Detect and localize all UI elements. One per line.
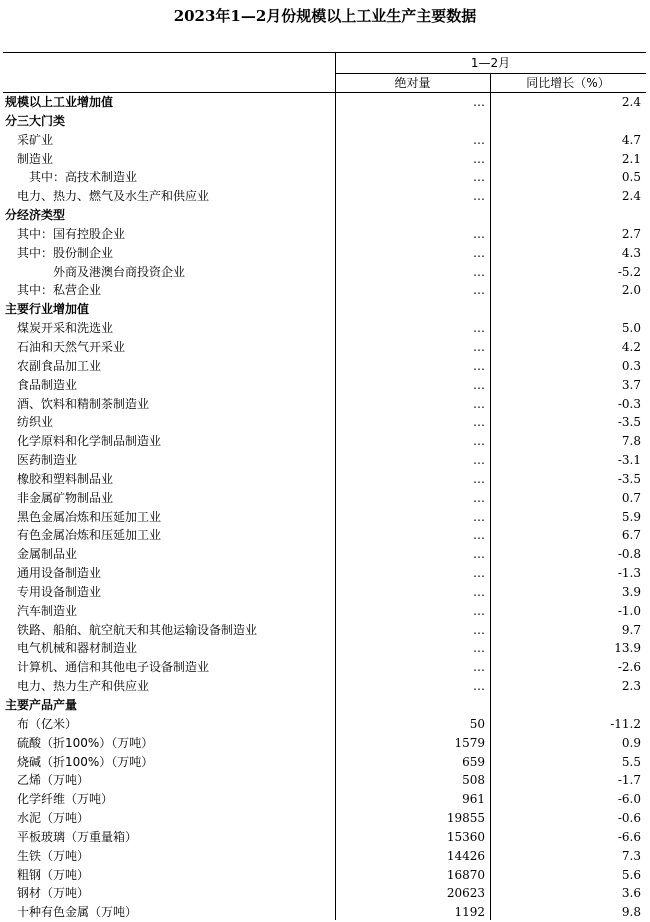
row-label: 医药制造业: [17, 453, 78, 468]
row-absolute-value: 961: [462, 792, 485, 807]
row-yoy-value: -0.8: [617, 547, 641, 562]
row-label: 电力、热力、燃气及水生产和供应业: [17, 189, 210, 204]
row-label: 硫酸（折100%）（万吨）: [17, 735, 154, 750]
row-label: 十种有色金属（万吨）: [17, 905, 138, 920]
row-label: 布（亿米）: [17, 716, 78, 731]
table-body: [3, 93, 646, 922]
table-row: [3, 677, 646, 696]
row-label: 制造业: [17, 151, 54, 166]
row-label: 钢材（万吨）: [17, 886, 90, 901]
row-absolute-value: …: [473, 679, 485, 694]
table-row: [3, 621, 646, 640]
row-yoy-value: 2.1: [621, 151, 641, 166]
row-yoy-value: -0.3: [617, 396, 641, 411]
row-yoy-value: 4.2: [621, 339, 641, 354]
section-row: [3, 112, 646, 131]
row-label: 规模以上工业增加值: [5, 95, 114, 109]
header-yoy: 同比增长（%）: [526, 76, 610, 90]
header-period: 1—2月: [470, 56, 511, 70]
row-yoy-value: -0.6: [617, 811, 641, 826]
table-row: [3, 828, 646, 847]
row-absolute-value: …: [473, 132, 485, 147]
row-absolute-value: …: [473, 528, 485, 543]
row-label: 计算机、通信和其他电子设备制造业: [17, 660, 210, 675]
page-title: 2023年1—2月份规模以上工业生产主要数据: [173, 7, 477, 25]
row-label: 乙烯（万吨）: [17, 773, 90, 788]
row-yoy-value: 5.9: [621, 509, 641, 524]
row-yoy-value: -6.0: [617, 792, 641, 807]
table-row: [3, 413, 646, 432]
table-row: [3, 564, 646, 583]
row-label: 粗钢（万吨）: [17, 867, 90, 882]
table-row: [3, 602, 646, 621]
row-label: 电力、热力生产和供应业: [17, 679, 150, 694]
row-absolute-value: …: [473, 584, 485, 599]
row-yoy-value: -3.1: [617, 453, 641, 468]
row-yoy-value: -2.6: [617, 660, 641, 675]
row-absolute-value: 16870: [446, 867, 485, 882]
row-absolute-value: 14426: [446, 848, 485, 863]
row-label: 分三大门类: [5, 113, 66, 128]
table-row: [3, 526, 646, 545]
row-yoy-value: 0.9: [621, 735, 641, 750]
row-label: 生铁（万吨）: [17, 848, 90, 863]
row-label: 通用设备制造业: [17, 566, 102, 581]
table-row: [3, 545, 646, 564]
row-label: 其中：股份制企业: [17, 245, 114, 260]
table-row: [3, 357, 646, 376]
row-yoy-value: -3.5: [617, 415, 641, 430]
row-yoy-value: 3.6: [621, 886, 641, 901]
table-row: [3, 338, 646, 357]
table-row: [3, 489, 646, 508]
section-row: [3, 206, 646, 225]
row-yoy-value: 0.5: [621, 170, 641, 185]
row-yoy-value: 13.9: [614, 641, 641, 656]
row-absolute-value: …: [473, 660, 485, 675]
row-yoy-value: -5.2: [617, 264, 641, 279]
table-row: [3, 847, 646, 866]
row-absolute-value: …: [473, 547, 485, 562]
row-absolute-value: …: [473, 95, 485, 109]
row-label: 外商及港澳台商投资企业: [53, 264, 186, 279]
table-row: [3, 432, 646, 451]
row-label: 主要行业增加值: [5, 302, 90, 317]
row-yoy-value: 2.4: [621, 189, 641, 204]
row-label: 有色金属冶炼和压延加工业: [17, 528, 162, 543]
row-absolute-value: …: [473, 283, 485, 298]
table-row: [3, 639, 646, 658]
row-absolute-value: 19855: [446, 811, 485, 826]
row-absolute-value: …: [473, 415, 485, 430]
table-row: [3, 734, 646, 753]
row-absolute-value: …: [473, 490, 485, 505]
table-row: [3, 263, 646, 282]
table-row: [3, 470, 646, 489]
row-yoy-value: 4.7: [621, 132, 641, 147]
row-absolute-value: …: [473, 151, 485, 166]
table-row: [3, 395, 646, 414]
row-yoy-value: 5.0: [621, 321, 641, 336]
table-row: [3, 884, 646, 903]
row-yoy-value: -1.3: [617, 566, 641, 581]
row-yoy-value: 0.3: [621, 358, 641, 373]
row-yoy-value: -6.6: [617, 829, 641, 844]
row-label: 煤炭开采和洗选业: [17, 321, 114, 336]
row-yoy-value: 5.5: [621, 754, 641, 769]
row-label: 采矿业: [17, 132, 54, 147]
row-label: 铁路、船舶、航空航天和其他运输设备制造业: [17, 622, 258, 637]
row-label: 纺织业: [17, 415, 54, 430]
table-row: [3, 168, 646, 187]
table-row: [3, 583, 646, 602]
row-absolute-value: …: [473, 321, 485, 336]
row-yoy-value: 3.7: [621, 377, 641, 392]
row-label: 金属制品业: [17, 547, 78, 562]
row-yoy-value: 9.8: [621, 905, 641, 920]
row-label: 化学原料和化学制品制造业: [17, 434, 162, 449]
table-row: [3, 903, 646, 922]
row-absolute-value: 1192: [454, 905, 485, 920]
row-label: 主要产品产量: [5, 698, 78, 712]
row-yoy-value: 2.3: [621, 679, 641, 694]
row-label: 电气机械和器材制造业: [17, 641, 138, 656]
header-absolute: 绝对量: [394, 76, 431, 90]
table-row: [3, 319, 646, 338]
row-absolute-value: …: [473, 434, 485, 449]
table-row: [3, 753, 646, 772]
section-row: [3, 93, 646, 112]
section-row: [3, 300, 646, 319]
row-label: 黑色金属冶炼和压延加工业: [17, 509, 162, 524]
row-absolute-value: …: [473, 358, 485, 373]
table-row: [3, 866, 646, 885]
row-yoy-value: 7.8: [621, 434, 641, 449]
table-row: [3, 225, 646, 244]
row-yoy-value: -3.5: [617, 471, 641, 486]
table-row: [3, 508, 646, 527]
row-label: 汽车制造业: [17, 603, 78, 618]
row-yoy-value: 0.7: [621, 490, 641, 505]
row-label: 石油和天然气开采业: [17, 339, 126, 354]
row-yoy-value: 2.4: [621, 95, 641, 109]
table-row: [3, 150, 646, 169]
row-absolute-value: …: [473, 226, 485, 241]
row-absolute-value: …: [473, 471, 485, 486]
table-row: [3, 658, 646, 677]
table-row: [3, 131, 646, 150]
row-absolute-value: …: [473, 396, 485, 411]
table-row: [3, 451, 646, 470]
row-label: 其中：私营企业: [17, 283, 102, 298]
row-label: 食品制造业: [17, 377, 78, 392]
row-label: 其中：高技术制造业: [29, 170, 138, 185]
table-header: [3, 53, 646, 93]
row-absolute-value: …: [473, 339, 485, 354]
table-row: [3, 771, 646, 790]
row-absolute-value: …: [473, 170, 485, 185]
row-absolute-value: …: [473, 622, 485, 637]
row-absolute-value: …: [473, 641, 485, 656]
row-label: 酒、饮料和精制茶制造业: [17, 396, 150, 411]
row-label: 非金属矿物制品业: [17, 490, 114, 505]
row-yoy-value: -1.0: [617, 603, 641, 618]
row-absolute-value: …: [473, 509, 485, 524]
table-row: [3, 809, 646, 828]
row-absolute-value: …: [473, 189, 485, 204]
row-label: 化学纤维（万吨）: [17, 792, 114, 807]
row-absolute-value: 20623: [446, 886, 485, 901]
row-label: 烧碱（折100%）（万吨）: [17, 754, 154, 769]
row-label: 分经济类型: [5, 208, 66, 223]
row-absolute-value: 659: [462, 754, 485, 769]
row-yoy-value: 7.3: [621, 848, 641, 863]
row-label: 其中：国有控股企业: [17, 226, 126, 241]
row-yoy-value: -1.7: [617, 773, 641, 788]
table-row: [3, 281, 646, 300]
row-label: 橡胶和塑料制品业: [17, 471, 114, 486]
row-yoy-value: 2.7: [621, 226, 641, 241]
row-absolute-value: 15360: [446, 829, 485, 844]
row-label: 平板玻璃（万重量箱）: [17, 829, 138, 844]
table-row: [3, 790, 646, 809]
row-label: 专用设备制造业: [17, 584, 102, 599]
section-row: [3, 696, 646, 715]
row-yoy-value: 6.7: [621, 528, 641, 543]
table-row: [3, 244, 646, 263]
row-absolute-value: …: [473, 603, 485, 618]
row-absolute-value: 1579: [454, 735, 485, 750]
row-absolute-value: …: [473, 245, 485, 260]
row-yoy-value: 4.3: [621, 245, 641, 260]
table-row: [3, 187, 646, 206]
row-yoy-value: 3.9: [621, 584, 641, 599]
table-row: [3, 376, 646, 395]
row-yoy-value: 2.0: [621, 283, 641, 298]
row-absolute-value: 508: [462, 773, 485, 788]
row-absolute-value: …: [473, 264, 485, 279]
row-label: 水泥（万吨）: [17, 811, 90, 826]
table-row: [3, 715, 646, 734]
row-yoy-value: 5.6: [621, 867, 641, 882]
row-absolute-value: …: [473, 566, 485, 581]
row-yoy-value: 9.7: [621, 622, 641, 637]
row-label: 农副食品加工业: [17, 358, 102, 373]
row-absolute-value: 50: [469, 716, 485, 731]
row-yoy-value: -11.2: [610, 716, 641, 731]
row-absolute-value: …: [473, 377, 485, 392]
row-absolute-value: …: [473, 453, 485, 468]
